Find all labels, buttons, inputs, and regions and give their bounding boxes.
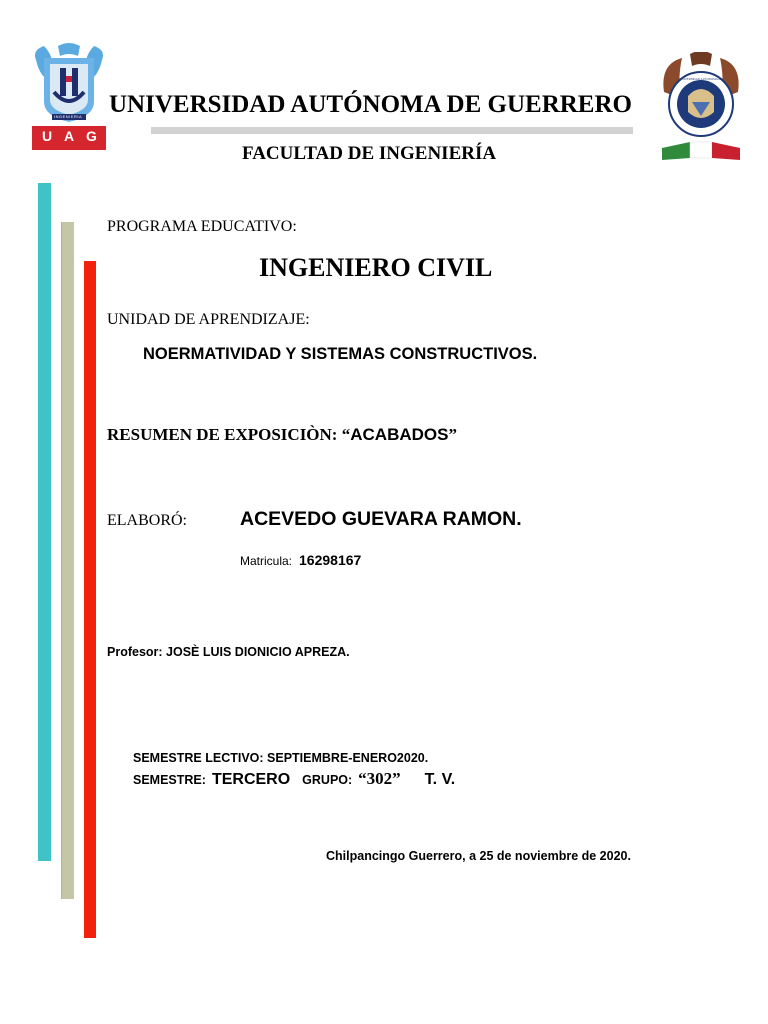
student-id-value: 16298167: [299, 552, 362, 568]
group-value: “302”: [358, 769, 401, 788]
olive-stripe: [61, 222, 74, 899]
semester-label: SEMESTRE:: [133, 773, 206, 787]
unit-name: NOERMATIVIDAD Y SISTEMAS CONSTRUCTIVOS.: [143, 345, 538, 363]
uag-letter-a: A: [64, 128, 75, 144]
uagro-seal-logo: [660, 52, 742, 167]
uag-letter-g: G: [86, 128, 97, 144]
student-id-line: [240, 552, 361, 570]
student-id-label: Matricula:: [240, 554, 293, 568]
red-stripe: [84, 261, 96, 938]
author-name: ACEVEDO GUEVARA RAMON.: [240, 508, 522, 530]
author-label: ELABORÓ:: [107, 512, 187, 529]
faculty-title: FACULTAD DE INGENIERÍA: [242, 143, 497, 164]
shift-value: T. V.: [424, 771, 456, 788]
program-name: INGENIERO CIVIL: [259, 253, 493, 282]
summary-label: RESUMEN DE EXPOSICIÒN: “: [107, 425, 351, 444]
uagro-seal-ring-text: UNIVERSIDAD AUTONOMA DE GUERRERO: [679, 77, 723, 84]
university-title: UNIVERSIDAD AUTÓNOMA DE GUERRERO: [109, 91, 632, 118]
place-date: Chilpancingo Guerrero, a 25 de noviembre de 2020.: [326, 849, 631, 863]
summary-topic: ACABADOS: [350, 425, 449, 444]
semester-value: TERCERO: [211, 771, 291, 788]
unit-label: UNIDAD DE APRENDIZAJE:: [107, 311, 310, 328]
semester-group-line: [133, 769, 455, 789]
summary-close-quote: ”: [448, 425, 457, 444]
semester-period: SEMESTRE LECTIVO: SEPTIEMBRE-ENERO2020.: [133, 751, 429, 765]
group-label: GRUPO:: [302, 773, 353, 787]
uag-letter-u: U: [42, 128, 53, 144]
professor-line: Profesor: JOSÈ LUIS DIONICIO APREZA.: [107, 645, 350, 659]
uag-logo-motto: INGENIERIA: [54, 114, 83, 119]
header-rule: [151, 127, 633, 134]
program-label: PROGRAMA EDUCATIVO:: [107, 218, 297, 235]
teal-stripe: [38, 183, 51, 861]
summary-line: [107, 425, 457, 445]
uag-engineering-logo: [30, 42, 108, 154]
